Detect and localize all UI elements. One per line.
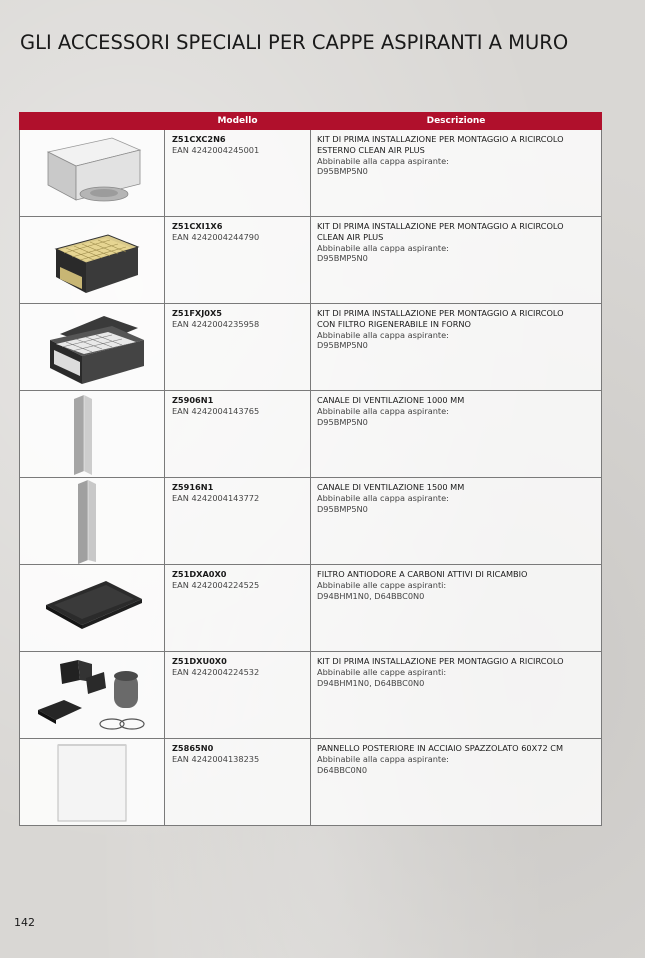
model-code: Z51CXI1X6 [172, 221, 223, 231]
compatibility-label: Abbinabile alla cappa aspirante: [317, 155, 449, 166]
table-row [20, 391, 602, 478]
description-title-line: CANALE DI VENTILAZIONE 1000 MM [317, 395, 465, 405]
description-title-line: FILTRO ANTIODORE A CARBONI ATTIVI DI RICAMBIO [317, 569, 528, 579]
model-cell [165, 739, 311, 826]
header-description: Descrizione [311, 113, 602, 130]
model-cell [165, 391, 311, 478]
model-cell [165, 478, 311, 565]
model-code: Z51FXJ0X5 [172, 308, 222, 318]
accessories-table [19, 112, 602, 826]
description-cell [311, 739, 602, 826]
compatibility-label: Abbinabile alle cappe aspiranti: [317, 666, 447, 677]
ean-code: EAN 4242004143772 [172, 492, 260, 503]
compatibility-label: Abbinabile alla cappa aspirante: [317, 405, 449, 416]
model-cell [165, 565, 311, 652]
description-cell [311, 217, 602, 304]
model-code: Z51DXA0X0 [172, 569, 227, 579]
description-title-line: PANNELLO POSTERIORE IN ACCIAIO SPAZZOLATO 60X72 CM [317, 743, 564, 753]
product-image-cell [20, 739, 165, 826]
product-image-cell [20, 478, 165, 565]
model-cell [165, 304, 311, 391]
compatible-models: D95BMP5N0 [317, 503, 368, 514]
model-cell [165, 652, 311, 739]
ean-code: EAN 4242004245001 [172, 144, 260, 155]
description-title-line: CON FILTRO RIGENERABILE IN FORNO [317, 318, 471, 329]
product-image-cell [20, 304, 165, 391]
ean-code: EAN 4242004138235 [172, 753, 260, 764]
product-image-cell [20, 391, 165, 478]
compatibility-label: Abbinabile alla cappa aspirante: [317, 329, 449, 340]
header-image [20, 113, 165, 130]
model-cell [165, 217, 311, 304]
compatibility-label: Abbinabile alla cappa aspirante: [317, 492, 449, 503]
model-code: Z5916N1 [172, 482, 214, 492]
model-code: Z5865N0 [172, 743, 214, 753]
product-image-cell [20, 652, 165, 739]
model-code: Z5906N1 [172, 395, 214, 405]
compatible-models: D94BHM1N0, D64BBC0N0 [317, 677, 425, 688]
table-row [20, 217, 602, 304]
product-image-cell [20, 217, 165, 304]
description-cell [311, 130, 602, 217]
page-title: GLI ACCESSORI SPECIALI PER CAPPE ASPIRANTI A MURO [20, 31, 569, 54]
table-row [20, 739, 602, 826]
ean-code: EAN 4242004224532 [172, 666, 260, 677]
header-model: Modello [165, 113, 311, 130]
description-title-line: CANALE DI VENTILAZIONE 1500 MM [317, 482, 465, 492]
ean-code: EAN 4242004244790 [172, 231, 260, 242]
compatible-models: D64BBC0N0 [317, 764, 368, 775]
table-row [20, 652, 602, 739]
description-cell [311, 652, 602, 739]
product-image-cell [20, 565, 165, 652]
table-row [20, 130, 602, 217]
compatible-models: D95BMP5N0 [317, 166, 368, 177]
description-title-line: CLEAN AIR PLUS [317, 231, 384, 242]
compatibility-label: Abbinabile alle cappe aspiranti: [317, 579, 447, 590]
ean-code: EAN 4242004235958 [172, 318, 260, 329]
table-header-row [20, 113, 602, 130]
description-cell [311, 304, 602, 391]
description-title-line: KIT DI PRIMA INSTALLAZIONE PER MONTAGGIO A RICIRCOLO [317, 656, 564, 666]
table-row [20, 304, 602, 391]
description-cell [311, 391, 602, 478]
description-title-line: KIT DI PRIMA INSTALLAZIONE PER MONTAGGIO A RICIRCOLO [317, 308, 564, 318]
model-code: Z51CXC2N6 [172, 134, 226, 144]
description-cell [311, 565, 602, 652]
ean-code: EAN 4242004224525 [172, 579, 260, 590]
compatible-models: D95BMP5N0 [317, 340, 368, 351]
description-cell [311, 478, 602, 565]
model-code: Z51DXU0X0 [172, 656, 227, 666]
compatible-models: D95BMP5N0 [317, 253, 368, 264]
compatible-models: D94BHM1N0, D64BBC0N0 [317, 590, 425, 601]
description-title-line: KIT DI PRIMA INSTALLAZIONE PER MONTAGGIO A RICIRCOLO [317, 221, 564, 231]
model-cell [165, 130, 311, 217]
page-number: 142 [14, 916, 35, 929]
table-row [20, 478, 602, 565]
product-image-cell [20, 130, 165, 217]
description-title-line: KIT DI PRIMA INSTALLAZIONE PER MONTAGGIO A RICIRCOLO [317, 134, 564, 144]
compatibility-label: Abbinabile alla cappa aspirante: [317, 753, 449, 764]
description-title-line: ESTERNO CLEAN AIR PLUS [317, 144, 425, 155]
table-row [20, 565, 602, 652]
compatible-models: D95BMP5N0 [317, 416, 368, 427]
ean-code: EAN 4242004143765 [172, 405, 260, 416]
compatibility-label: Abbinabile alla cappa aspirante: [317, 242, 449, 253]
